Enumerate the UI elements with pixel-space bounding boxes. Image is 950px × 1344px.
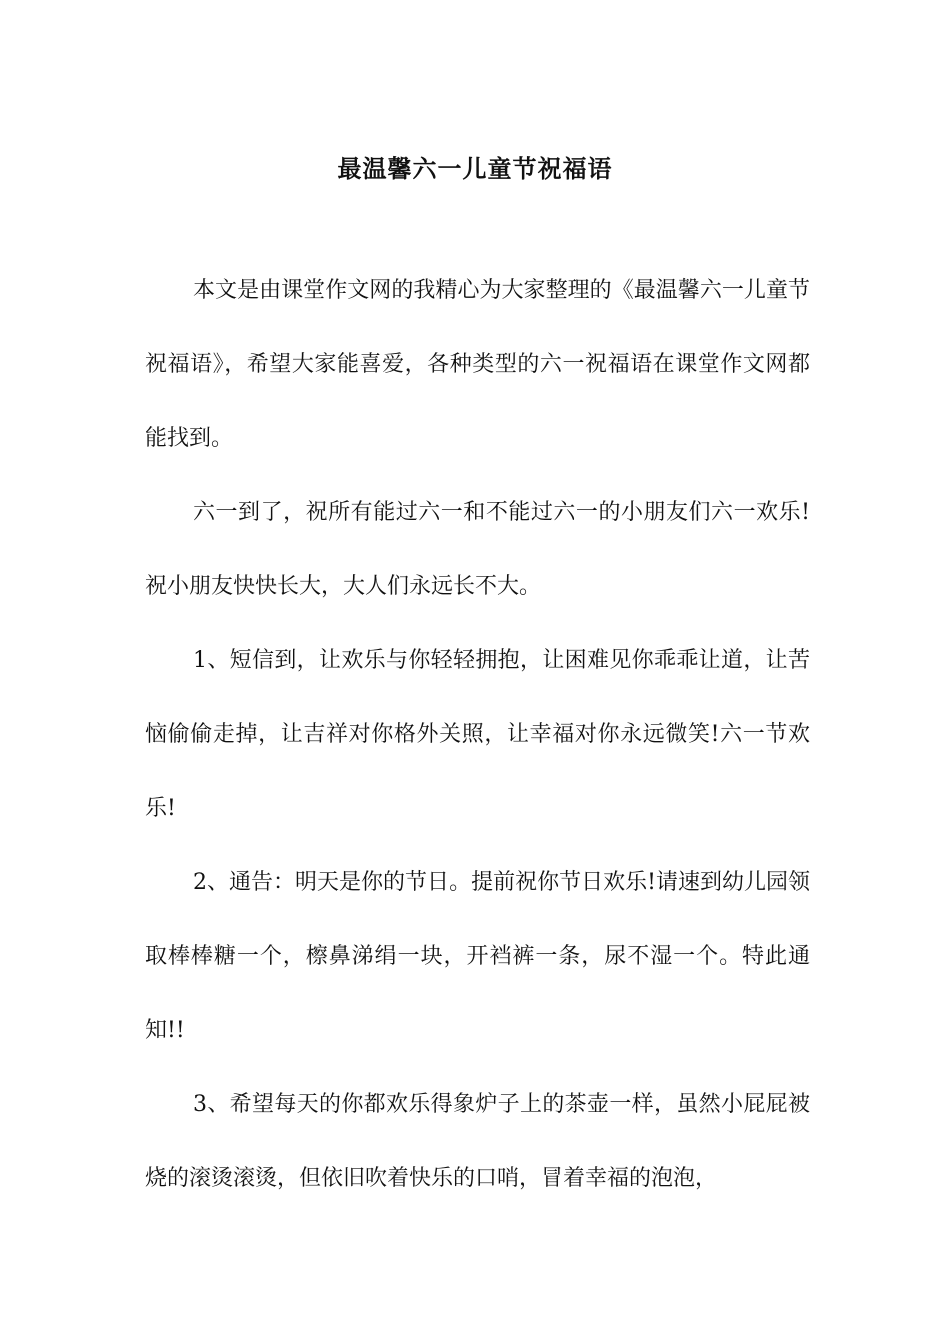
paragraph-greeting: 六一到了，祝所有能过六一和不能过六一的小朋友们六一欢乐!祝小朋友快快长大，大人们永远长不大。 xyxy=(145,500,810,599)
paragraph-item-3: 3、希望每天的你都欢乐得象炉子上的茶壶一样，虽然小屁屁被烧的滚烫滚烫，但依旧吹着快乐的口哨，冒着幸福的泡泡， xyxy=(145,1092,810,1191)
document-title: 最温馨六一儿童节祝福语 xyxy=(337,154,613,184)
paragraph-intro: 本文是由课堂作文网的我精心为大家整理的《最温馨六一儿童节祝福语》，希望大家能喜爱，各种类型的六一祝福语在课堂作文网都能找到。 xyxy=(145,278,810,451)
paragraph-item-1: 1、短信到，让欢乐与你轻轻拥抱，让困难见你乖乖让道，让苦恼偷偷走掉，让吉祥对你格外关照，让幸福对你永远微笑!六一节欢乐! xyxy=(145,648,810,821)
document-body xyxy=(145,254,810,1216)
paragraph-item-2: 2、通告：明天是你的节日。提前祝你节日欢乐!请速到幼儿园领取棒棒糖一个，檫鼻涕绢一块，开裆裤一条，尿不湿一个。特此通知!! xyxy=(145,870,810,1043)
